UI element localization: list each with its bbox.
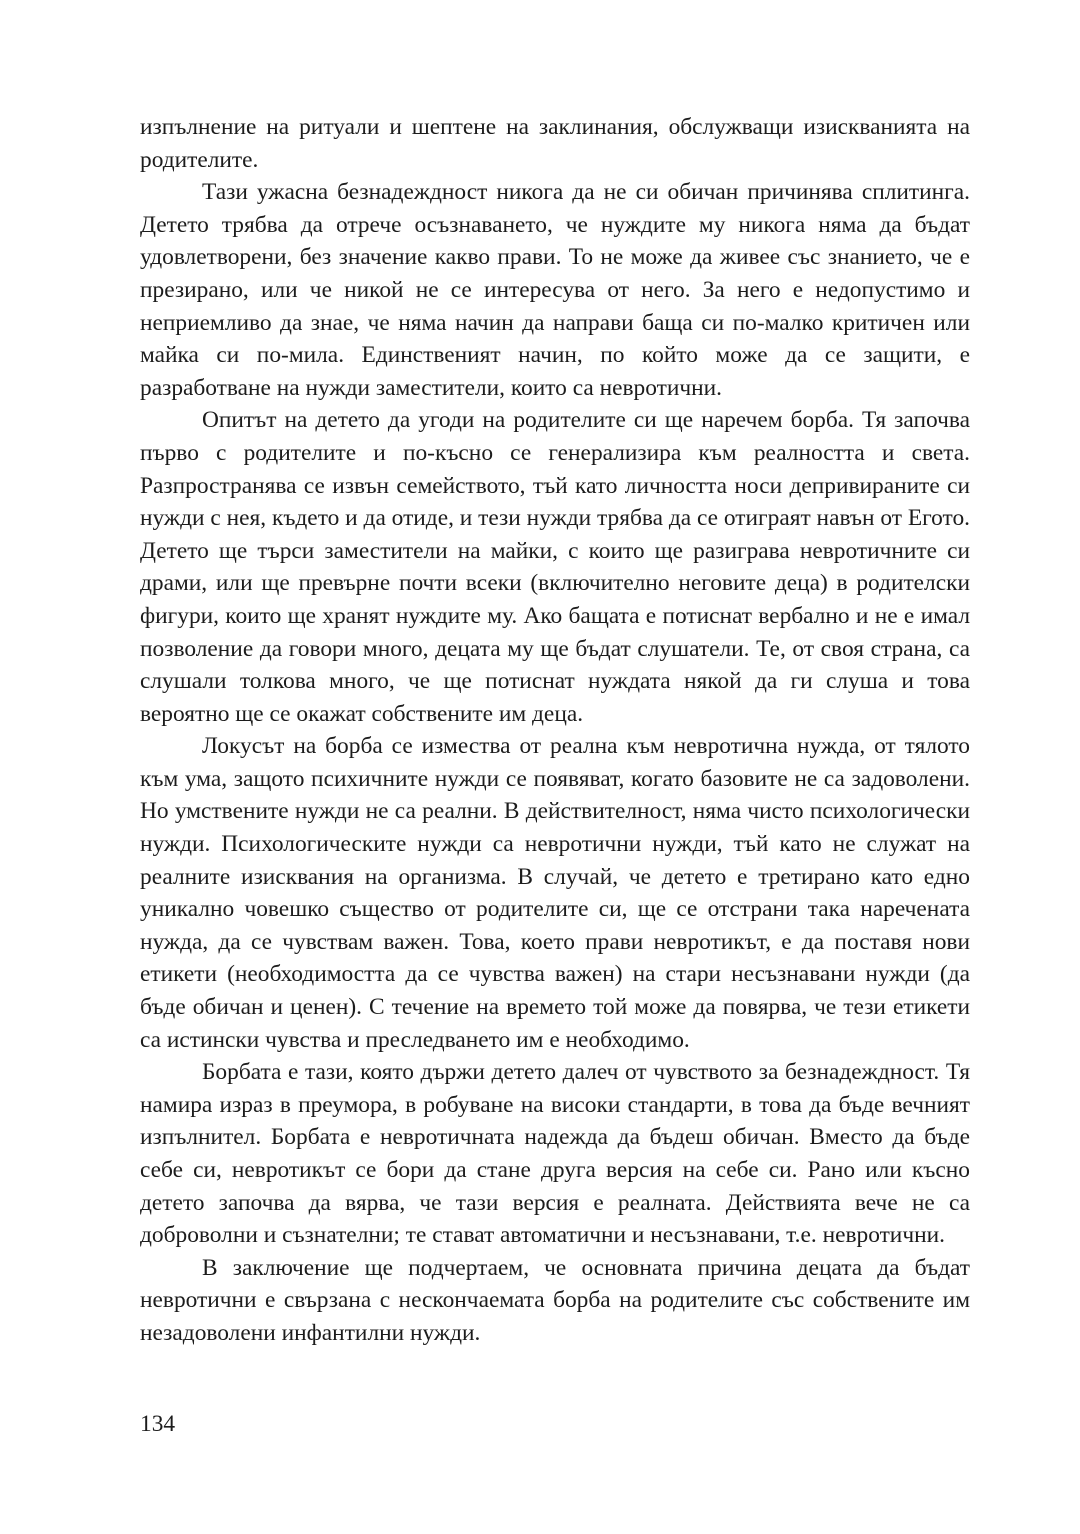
paragraph-5: Борбата е тази, която държи детето далеч от чувството за безнадеждност. Тя намира израз в преумора, в робуване на високи стандарти, в това да бъде вечният изпълнител. Борбата е невротичната надежда да бъдеш обичан. Вместо да бъде себе си, невротикът се бори да стане друга версия на себе си. Рано или късно детето започва да вярва, че тази версия е реалната. Действията вече не са доброволни и съзнателни; те стават автоматични и несъзнавани, т.е. невротични. [140, 1059, 970, 1249]
paragraph-3: Опитът на детето да угоди на родителите си ще наречем борба. Тя започва първо с родителите и по-късно се генерализира към реалността и света. Разпространява се извън семейството, тъй като личността носи депривираните си нужди с нея, където и да отиде, и тези нужди трябва да се отиграят навън от Егото. Детето ще търси заместители на майки, с които ще разиграва невротичните си драми, или ще превърне почти всеки (включително неговите деца) в родителски фигури, които ще хранят нуждите му. Ако бащата е потиснат вербално и не е имал позволение да говори много, децата му ще бъдат слушатели. Те, от своя страна, са слушали толкова много, че ще потиснат нуждата някой да ги слуша и това вероятно ще се окажат собствените им деца. [140, 407, 970, 727]
paragraph-4: Локусът на борба се измества от реална към невротична нужда, от тялото към ума, защото психичните нужди се появяват, когато базовите не са задоволени. Но умствените нужди не са реални. В действителност, няма чисто психологически нужди. Психологическите нужди са невротични нужди, тъй като не служат на реалните изисквания на организма. В случай, че детето е третирано като едно уникално човешко същество от родителите си, ще се отстрани така наречената нужда, да се чувствам важен. Това, което прави невротикът, е да поставя нови етикети (необходимостта да се чувства важен) на стари несъзнавани нужди (да бъде обичан и ценен). С течение на времето той може да повярва, че тези етикети са истински чувства и преследването им е необходимо. [140, 733, 970, 1053]
paragraph-2: Тази ужасна безнадеждност никога да не си обичан причинява сплитинга. Детето трябва да отрече осъзнаването, че нуждите му никога няма да бъдат удовлетворени, без значение какво прави. То не може да живее със знанието, че е презирано, или че никой не се интересува от него. За него е недопустимо и неприемливо да знае, че няма начин да направи баща си по-малко критичен или майка си по-мила. Единственият начин, по който може да се защити, е разработване на нужди заместители, които са невротични. [140, 179, 970, 401]
page-number: 134 [140, 1411, 176, 1437]
body-text [140, 111, 970, 1350]
paragraph-6: В заключение ще подчертаем, че основната причина децата да бъдат невротични е свързана с нескончаемата борба на родителите със собствените им незадоволени инфантилни нужди. [140, 1254, 970, 1346]
paragraph-1: изпълнение на ритуали и шептене на заклинания, обслужващи изискванията на родителите. [140, 114, 970, 173]
